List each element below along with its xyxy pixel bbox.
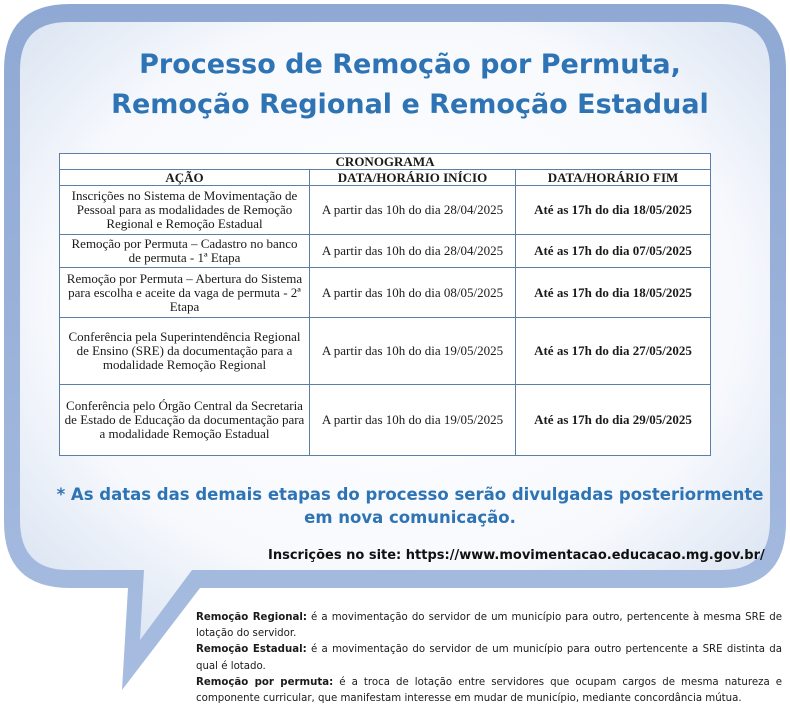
- cell-inicio: A partir das 10h do dia 19/05/2025: [310, 318, 516, 385]
- glossary-term: Remoção Regional:: [196, 612, 307, 623]
- page-title-line-2: Remoção Regional e Remoção Estadual: [111, 89, 709, 120]
- table-row: [60, 235, 711, 268]
- schedule-table: [59, 153, 711, 456]
- table-row: [60, 385, 711, 456]
- cell-inicio: A partir das 10h do dia 28/04/2025: [310, 235, 516, 268]
- cell-fim: Até as 17h do dia 07/05/2025: [516, 235, 711, 268]
- cell-acao: Remoção por Permuta – Abertura do Sistema para escolha e aceite da vaga de permuta - 2ª Etapa: [60, 268, 310, 318]
- glossary-term: Remoção Estadual:: [196, 644, 307, 656]
- header-fim: DATA/HORÁRIO FIM: [516, 170, 711, 186]
- cell-acao: Inscrições no Sistema de Movimentação de Pessoal para as modalidades de Remoção Regional e Remoção Estadual: [60, 186, 310, 235]
- glossary-item: [196, 675, 782, 707]
- glossary-definition: é a troca de lotação entre servidores que ocupam cargos de mesma natureza e componente curricular, que manifestam interesse em mudar de município, mediante concordância mútua.: [196, 676, 783, 705]
- cell-fim: Até as 17h do dia 18/05/2025: [516, 268, 711, 318]
- glossary: [196, 610, 782, 707]
- cell-inicio: A partir das 10h do dia 19/05/2025: [310, 385, 516, 456]
- cell-acao: Conferência pelo Órgão Central da Secretaria de Estado de Educação da documentação para a modalidade Remoção Estadual: [60, 385, 310, 456]
- cell-fim: Até as 17h do dia 29/05/2025: [516, 385, 711, 456]
- page-title-line-1: Processo de Remoção por Permuta,: [139, 49, 681, 80]
- cell-inicio: A partir das 10h do dia 28/04/2025: [310, 186, 516, 235]
- cell-inicio: A partir das 10h do dia 08/05/2025: [310, 268, 516, 318]
- table-row: [60, 186, 711, 235]
- cell-acao: Remoção por Permuta – Cadastro no banco de permuta - 1ª Etapa: [60, 235, 310, 268]
- glossary-definition: é a movimentação do servidor de um município para outro, pertencente à mesma SRE de lotação do servidor.: [196, 612, 782, 640]
- table-caption: CRONOGRAMA: [60, 154, 711, 170]
- registration-site-link[interactable]: Inscrições no site: https://www.movimentacao.educacao.mg.gov.br/: [268, 548, 765, 563]
- header-acao: AÇÃO: [60, 170, 310, 186]
- glossary-definition: é a movimentação do servidor de um município para outro pertencente a SRE distinta da qual é lotado.: [196, 644, 782, 672]
- cell-fim: Até as 17h do dia 18/05/2025: [516, 186, 711, 235]
- table-row: [60, 268, 711, 318]
- header-inicio: DATA/HORÁRIO INÍCIO: [310, 170, 516, 186]
- cell-fim: Até as 17h do dia 27/05/2025: [516, 318, 711, 385]
- notice-text: * As datas das demais etapas do processo serão divulgadas posteriormente em nova comunicação.: [56, 485, 764, 527]
- table-row: [60, 318, 711, 385]
- glossary-item: [196, 642, 782, 674]
- cell-acao: Conferência pela Superintendência Regional de Ensino (SRE) da documentação para a modalidade Remoção Regional: [60, 318, 310, 385]
- glossary-term: Remoção por permuta:: [196, 676, 334, 688]
- glossary-item: [196, 610, 782, 642]
